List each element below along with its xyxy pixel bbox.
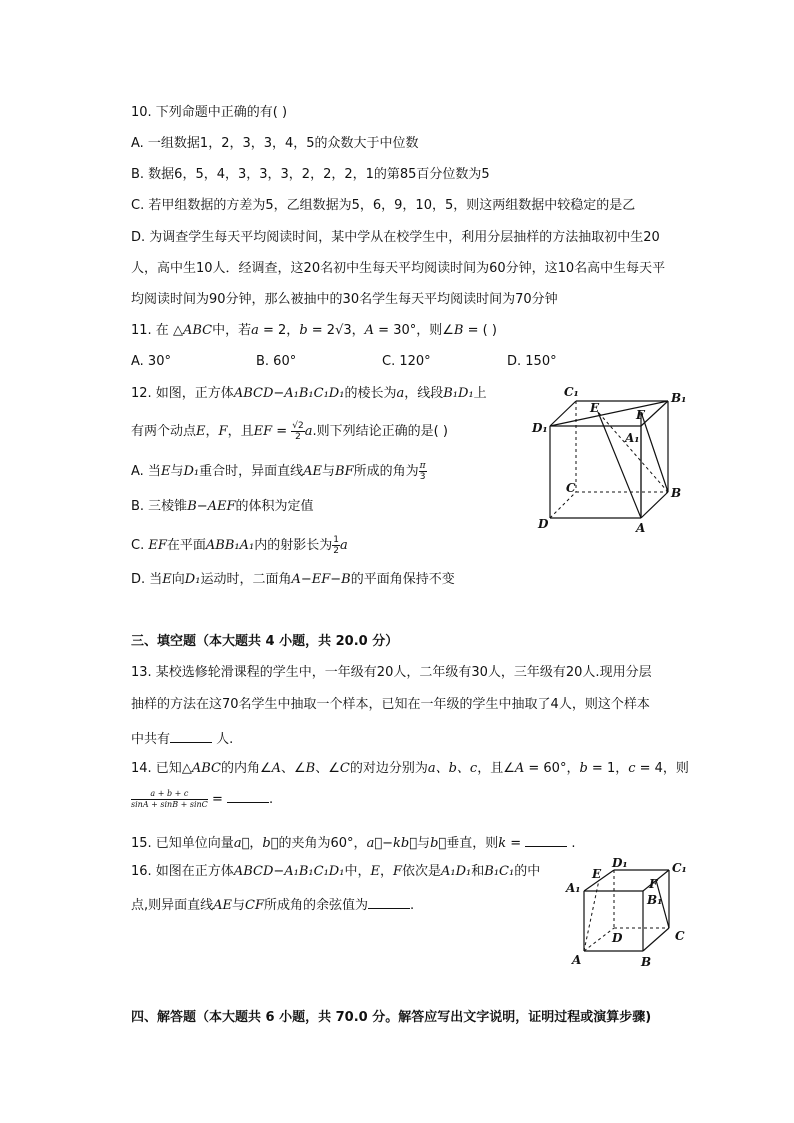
q12-stem-line2 [131,421,448,442]
q15-text: 垂直，则 [446,836,499,851]
q12-text: 的棱长为 [344,386,397,401]
q16-answer-blank[interactable] [368,894,410,909]
label-c: C [566,481,576,495]
q11-var-B: B [453,323,464,338]
q15-text: . [567,836,576,851]
q11-option-b: B. 60° [256,354,297,369]
q14-fraction [131,789,208,810]
q12-cube-figure [528,382,688,542]
q12-stem-line1 [131,385,487,403]
q12-option-b [131,498,314,516]
q12-math: D₁ [183,464,200,479]
label-b1: B₁ [671,391,687,405]
q12-text: 运动时，二面角 [200,572,292,587]
q12-math: F [218,424,228,439]
q16-text: 16. 如图在正方体 [131,864,234,879]
q14-math: A [271,761,281,776]
q16-text: 和 [471,864,485,879]
q14-text: = 4，则 [635,761,689,776]
segment-bf [641,412,668,492]
q12-math: EF [148,538,167,553]
q16-math: CF [245,898,265,913]
label-a1: A₁ [625,431,640,445]
q14-text: 的对边分别为 [349,761,428,776]
q15-text: ， [249,836,263,851]
q16-text: 的中 [514,864,541,879]
q12-text: 有两个动点 [131,424,197,439]
q14-text: 的内角∠ [220,761,272,776]
q12-text: 重合时，异面直线 [199,464,304,479]
q12-text: 的体积为定值 [235,499,314,514]
label-a1: A₁ [566,881,581,895]
fraction-denominator: sinA + sinB + sinC [131,800,208,809]
q12-text: ， [205,424,219,439]
edge [641,492,668,518]
q12-option-a [131,461,427,482]
q11-number: 11. 在 [131,323,169,338]
q14-text: = [207,792,227,807]
q12-text: = [272,424,292,439]
q12-text: 上 [473,386,487,401]
q16-math: E [370,864,380,879]
q12-math: a [304,424,313,439]
q14-text: = 60°， [524,761,580,776]
q12-option-d [131,571,455,589]
q15-text: 的夹角为60°， [278,836,367,851]
q12-math: E [196,424,206,439]
q12-fraction [291,421,304,442]
q13-text: 人. [216,732,234,747]
q14-text: ，且∠ [477,761,515,776]
triangle-symbol: △ [172,323,183,338]
fraction-numerator: 1 [333,535,339,545]
q10-stem: 10. 下列命题中正确的有( ) [131,105,288,120]
label-e: E [590,401,600,415]
section-3-heading: 三、填空题（本大题共 4 小题，共 20.0 分） [131,634,399,649]
segment-be [598,412,668,492]
q16-line2 [131,894,414,915]
q11-option-c: C. 120° [382,354,431,369]
q12-text: .则下列结论正确的是( ) [312,424,448,439]
q11-option-d: D. 150° [507,354,557,369]
q15-math: a⃗ [366,836,383,851]
q12-text: ，且 [227,424,254,439]
label-c: C [675,929,685,943]
q14-math: A [514,761,525,776]
segment-ae [598,412,641,518]
q15-math: a⃗ [233,836,250,851]
q15-math: b⃗ [430,836,447,851]
q10-option-d-line2: 人，高中生10人．经调查，这20名初中生每天平均阅读时间为60分钟，这10名高中生每天平 [131,261,666,276]
q15-text: 15. 已知单位向量 [131,836,234,851]
q16-cube-figure [562,858,697,973]
label-e: E [592,867,602,881]
q12-math: AE [303,464,322,479]
fraction-denominator: 2 [295,432,301,442]
q16-text: 与 [232,898,246,913]
q10-option-a: A. 一组数据1，2，3，3，4，5的众数大于中位数 [131,136,419,151]
q12-option-c [131,535,348,556]
q12-math: B−AEF [187,499,236,514]
q12-option-a-fraction [419,461,427,482]
label-f: F [636,408,645,422]
section-4-heading: 四、解答题（本大题共 6 小题，共 70.0 分。解答应写出文字说明，证明过程或演算步骤) [131,1010,652,1025]
q10-option-c: C. 若甲组数据的方差为5，乙组数据为5，6，9，10，5，则这两组数据中较稳定的是乙 [131,198,636,213]
q13-answer-blank[interactable] [170,728,212,743]
q11-triangle-abc: ABC [182,323,213,338]
q12-math: E [160,464,171,479]
fraction-numerator: √2 [292,421,304,431]
q15-line [131,832,576,853]
q11-text: = 2 [307,323,336,338]
fraction-numerator: a + b + c [131,789,208,800]
q11-stem [131,322,497,340]
q11-text: = 30°，则∠ [374,323,454,338]
q12-math: A−EF−B [291,572,351,587]
q14-math: c [628,761,636,776]
q12-math: ABCD [233,386,274,401]
q15-text: − [382,836,394,851]
label-a: A [636,521,646,535]
q16-text: 所成角的余弦值为 [264,898,369,913]
q14-answer-blank[interactable] [227,788,269,803]
q11-option-a: A. 30° [131,354,171,369]
q14-text: 、∠ [315,761,340,776]
q16-math: ABCD [233,864,274,879]
q12-option-c-fraction [332,535,340,556]
q14-line2 [131,788,273,810]
label-c1: C₁ [672,861,687,875]
fraction-denominator: 3 [419,472,426,482]
q14-math: ABC [191,761,221,776]
q12-text: A. 当 [131,464,161,479]
q11-var-A: A [364,323,375,338]
q13-line2: 抽样的方法在这70名学生中抽取一个样本，已知在一年级的学生中抽取了4人，则这个样本 [131,697,650,712]
q14-text: = 1， [587,761,629,776]
q16-math: AE [213,898,233,913]
q16-math: F [392,864,403,879]
edge [550,401,576,426]
q14-line1 [131,760,689,778]
q11-var-a: a [251,323,259,338]
q11-var-b: b [299,323,308,338]
label-b: B [671,486,682,500]
q11-paren: = ( ) [463,323,497,338]
q14-math: a、b、c [427,761,478,776]
q12-math: a [339,538,348,553]
q11-sqrt3: √3 [335,323,352,338]
q12-text: 12. 如图，正方体 [131,386,234,401]
q15-text: = [506,836,526,851]
q12-text: 向 [171,572,185,587]
q15-math: kb⃗ [393,836,418,851]
q12-text: 与 [322,464,336,479]
q11-text: ， [351,323,365,338]
q16-text: 依次是 [402,864,442,879]
triangle-symbol: △ [181,761,192,776]
edge [643,928,669,951]
q12-text: − [273,386,285,401]
q14-math: B [305,761,316,776]
q12-text: 内的射影长为 [254,538,333,553]
label-c1: C₁ [564,385,579,399]
q16-text: 点,则异面直线 [131,898,214,913]
q15-math: b⃗ [262,836,279,851]
q14-text: . [268,792,274,807]
label-d1: D₁ [532,421,548,435]
label-d: D [612,931,623,945]
q10-option-d-line3: 均阅读时间为90分钟，那么被抽中的30名学生每天平均阅读时间为70分钟 [131,292,558,307]
fraction-numerator: π [419,461,426,471]
label-a: A [572,953,582,967]
q12-text: 所成的角为 [353,464,419,479]
fraction-denominator: 2 [333,546,339,556]
q12-math: BF [335,464,354,479]
q12-text: 在平面 [166,538,206,553]
hidden-edge [550,492,576,518]
q12-text: C. [131,538,149,553]
q15-math: k [498,836,507,851]
diagonal-b1d1 [550,401,668,426]
q12-math: a [396,386,405,401]
q13-text: 中共有 [131,732,171,747]
q12-text: 与 [170,464,184,479]
label-b: B [641,955,652,969]
q16-text: . [410,898,415,913]
label-d1: D₁ [612,858,628,870]
q16-text: − [273,864,285,879]
q16-math: B₁C₁ [484,864,515,879]
label-b1: B₁ [647,893,663,907]
q12-text: D. 当 [131,572,163,587]
q15-text: 与 [417,836,431,851]
label-d: D [538,517,549,531]
q15-answer-blank[interactable] [525,832,567,847]
q14-math: C [339,761,350,776]
q12-math: EF [253,424,273,439]
q16-text: ， [379,864,393,879]
q16-math: A₁B₁C₁D₁ [284,864,345,879]
q13-line3 [131,728,233,749]
q12-math: ABB₁A₁ [205,538,255,553]
label-f: F [649,877,658,891]
q12-math: A₁B₁C₁D₁ [284,386,345,401]
q16-text: 中， [344,864,371,879]
q10-option-d-line1: D. 为调查学生每天平均阅读时间，某中学从在校学生中，利用分层抽样的方法抽取初中生20 [131,230,660,245]
q12-math: B₁D₁ [443,386,474,401]
q14-math: b [579,761,588,776]
q12-text: ，线段 [404,386,444,401]
q12-text: 的平面角保持不变 [350,572,455,587]
q13-line1: 13. 某校选修轮滑课程的学生中，一年级有20人，二年级有30人，三年级有20人.现用分层 [131,665,652,680]
q12-math: D₁ [184,572,201,587]
q16-line1 [131,863,540,881]
q11-text: = 2， [258,323,300,338]
q12-math: E [162,572,172,587]
q14-text: 14. 已知 [131,761,182,776]
q16-math: A₁D₁ [441,864,472,879]
q11-text: 中，若 [212,323,252,338]
q10-option-b: B. 数据6，5，4，3，3，3，2，2，2，1的第85百分位数为5 [131,167,490,182]
q12-text: B. 三棱锥 [131,499,188,514]
q14-text: 、∠ [281,761,306,776]
